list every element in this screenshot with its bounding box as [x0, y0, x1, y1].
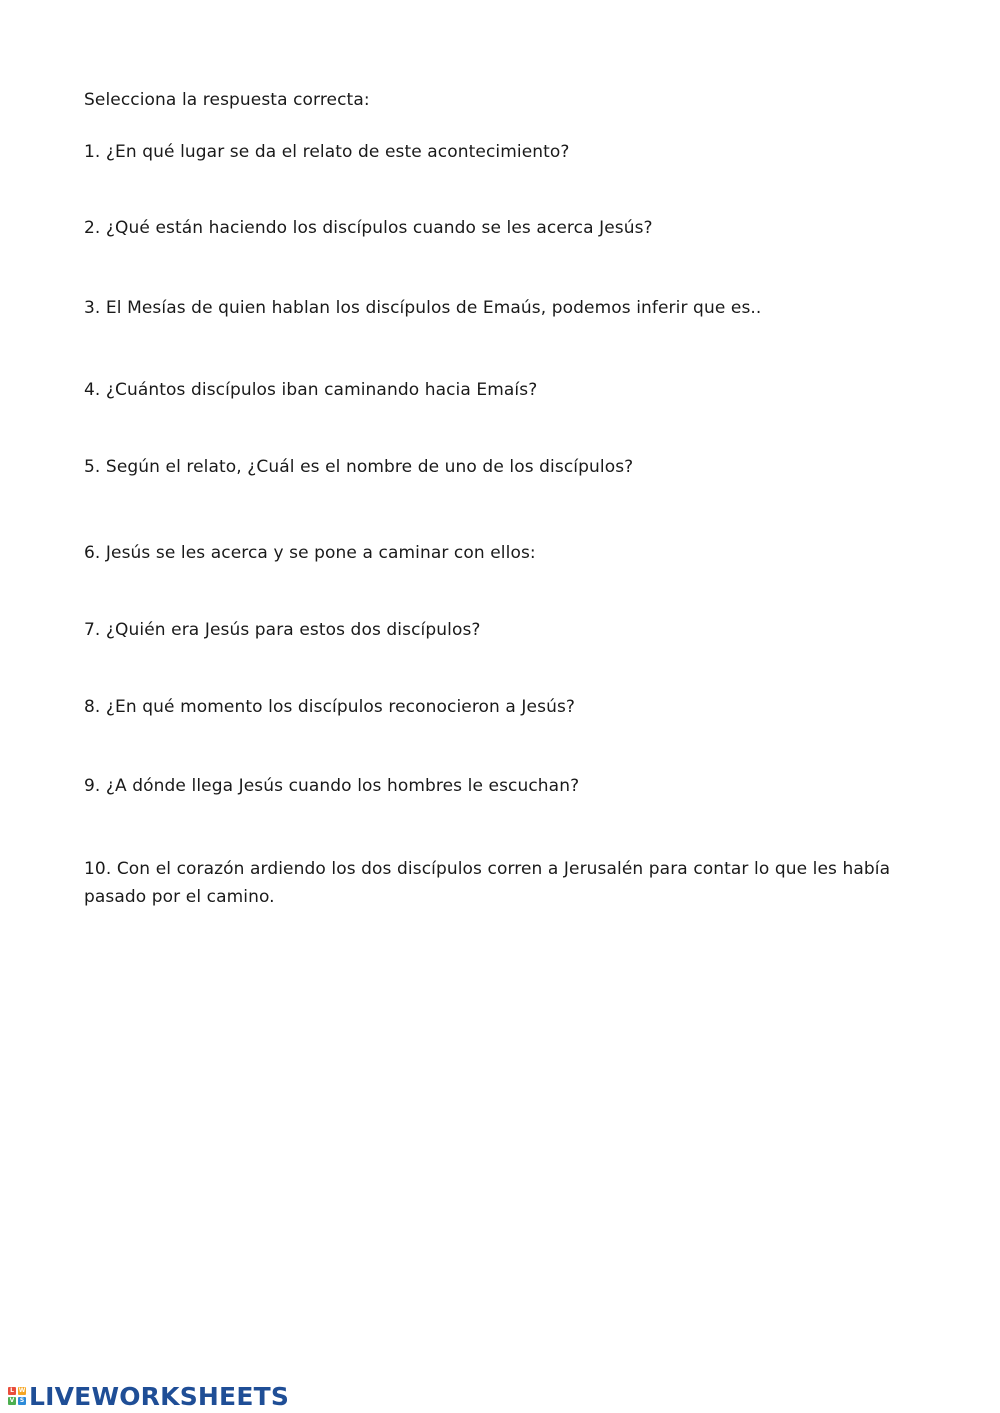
footer-brand — [8, 1381, 289, 1411]
question-6: 6. Jesús se les acerca y se pone a caminar con ellos: — [84, 543, 536, 563]
logo-tile-3: V — [9, 1397, 15, 1404]
question-3: 3. El Mesías de quien hablan los discípulos de Emaús, podemos inferir que es.. — [84, 298, 762, 318]
question-2: 2. ¿Qué están haciendo los discípulos cuando se les acerca Jesús? — [84, 218, 653, 238]
logo-tile-4: S — [19, 1397, 25, 1404]
question-10: 10. Con el corazón ardiendo los dos discípulos corren a Jerusalén para contar lo que les había pasado por el camino. — [84, 859, 891, 907]
instruction-text: Selecciona la respuesta correcta: — [84, 90, 370, 110]
logo-wordmark: LIVEWORKSHEETS — [29, 1381, 290, 1411]
liveworksheets-logo-icon — [8, 1387, 26, 1405]
logo-tile-1: L — [8, 1387, 16, 1395]
question-4: 4. ¿Cuántos discípulos iban caminando hacia Emaís? — [84, 380, 538, 400]
question-1: 1. ¿En qué lugar se da el relato de este acontecimiento? — [84, 142, 570, 162]
question-5: 5. Según el relato, ¿Cuál es el nombre de uno de los discípulos? — [84, 457, 634, 477]
question-9: 9. ¿A dónde llega Jesús cuando los hombres le escuchan? — [84, 776, 580, 796]
logo-tile-2: W — [18, 1387, 26, 1394]
question-7: 7. ¿Quién era Jesús para estos dos discípulos? — [84, 620, 481, 640]
question-8: 8. ¿En qué momento los discípulos reconocieron a Jesús? — [84, 697, 576, 717]
